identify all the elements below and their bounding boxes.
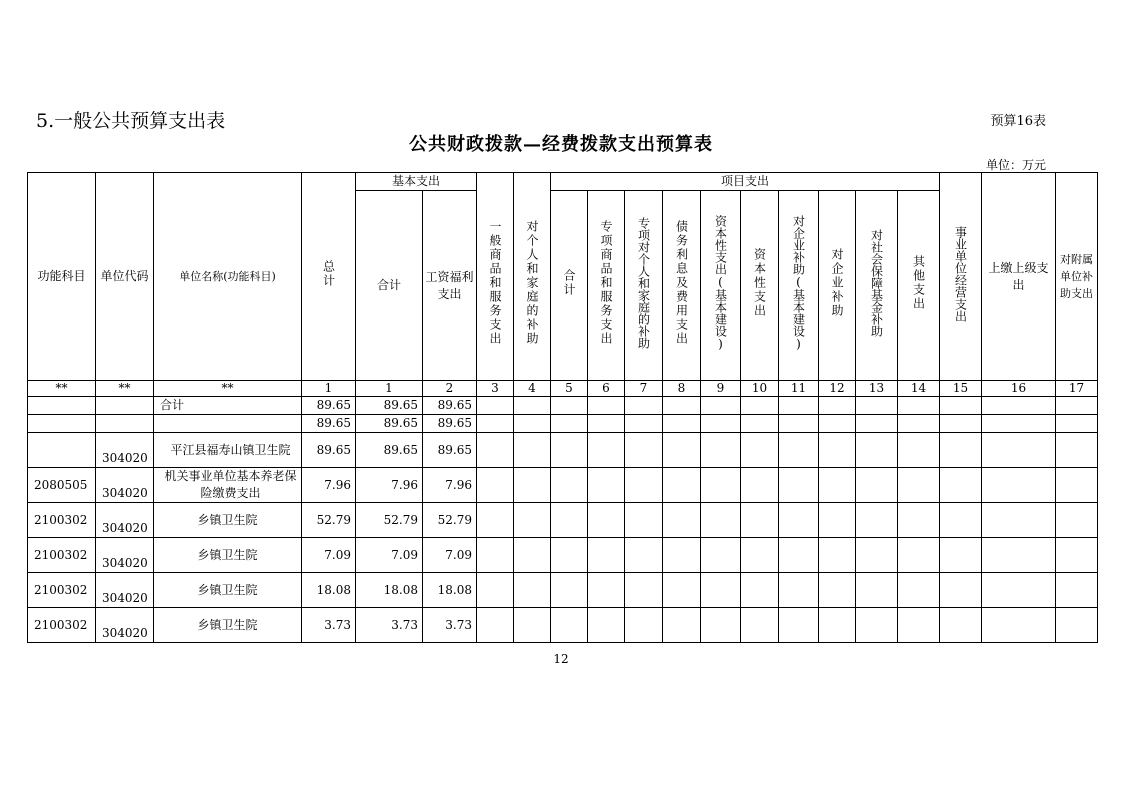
total-cell: 89.65 <box>302 433 356 468</box>
index-cell: 1 <box>302 381 356 397</box>
total-cell: 18.08 <box>302 573 356 608</box>
header-basic-group: 基本支出 <box>356 173 477 191</box>
code-cell: 304020 <box>96 433 154 468</box>
header-social-security: 对社会保障基金补助 <box>856 191 898 381</box>
basic-cell: 18.08 <box>356 573 423 608</box>
table-row <box>28 415 1098 433</box>
index-cell: 16 <box>982 381 1056 397</box>
header-goods-services: 一般商品和服务支出 <box>477 191 514 381</box>
code-cell <box>96 415 154 433</box>
name-cell: 乡镇卫生院 <box>154 608 302 643</box>
name-cell: 平江县福寿山镇卫生院 <box>154 433 302 468</box>
index-cell: ** <box>96 381 154 397</box>
header-func-subject: 功能科目 <box>28 173 96 381</box>
name-cell: 机关事业单位基本养老保险缴费支出 <box>154 468 302 503</box>
total-cell: 3.73 <box>302 608 356 643</box>
header-proj-personal: 专项对个人和家庭的补助 <box>625 191 663 381</box>
section-title: 5.一般公共预算支出表 <box>36 110 226 132</box>
total-cell: 7.96 <box>302 468 356 503</box>
salary-cell: 52.79 <box>423 503 477 538</box>
index-cell: 2 <box>423 381 477 397</box>
page-number: 12 <box>553 652 569 666</box>
header-enterprise: 对企业补助 <box>819 191 856 381</box>
header-salary: 工资福利支出 <box>423 191 477 381</box>
total-cell: 7.09 <box>302 538 356 573</box>
code-cell: 304020 <box>96 538 154 573</box>
index-cell: 5 <box>551 381 588 397</box>
func-cell: 2100302 <box>28 538 96 573</box>
header-enterprise-infra: 对企业补助(基本建设) <box>779 191 819 381</box>
index-cell: 17 <box>1056 381 1098 397</box>
total-cell: 52.79 <box>302 503 356 538</box>
salary-cell: 3.73 <box>423 608 477 643</box>
index-cell: 9 <box>701 381 741 397</box>
salary-cell: 89.65 <box>423 415 477 433</box>
table-row <box>28 397 1098 415</box>
index-cell: 3 <box>477 381 514 397</box>
header-capital: 资本性支出 <box>741 191 779 381</box>
index-cell: 12 <box>819 381 856 397</box>
table-row <box>28 503 1098 538</box>
index-cell: 14 <box>898 381 940 397</box>
func-cell <box>28 415 96 433</box>
total-cell: 89.65 <box>302 415 356 433</box>
header-basic-total: 合计 <box>356 191 423 381</box>
func-cell: 2080505 <box>28 468 96 503</box>
index-cell: 1 <box>356 381 423 397</box>
name-cell: 乡镇卫生院 <box>154 538 302 573</box>
main-title: 公共财政拨款—经费拨款支出预算表 <box>409 134 713 155</box>
index-cell: 6 <box>588 381 625 397</box>
basic-cell: 89.65 <box>356 397 423 415</box>
table-row <box>28 468 1098 503</box>
header-operating: 事业单位经营支出 <box>940 173 982 381</box>
unit-label: 单位：万元 <box>985 158 1046 172</box>
salary-cell: 7.96 <box>423 468 477 503</box>
header-unit-name: 单位名称(功能科目) <box>154 173 302 381</box>
index-row <box>28 381 1098 397</box>
header-proj-total: 合计 <box>551 191 588 381</box>
code-cell: 304020 <box>96 573 154 608</box>
header-subordinate: 对附属单位补助支出 <box>1056 173 1098 381</box>
index-cell: ** <box>28 381 96 397</box>
salary-cell: 89.65 <box>423 433 477 468</box>
code-cell: 304020 <box>96 503 154 538</box>
index-cell: 15 <box>940 381 982 397</box>
salary-cell: 7.09 <box>423 538 477 573</box>
func-cell <box>28 433 96 468</box>
header-project-group: 项目支出 <box>551 173 940 191</box>
salary-cell: 89.65 <box>423 397 477 415</box>
index-cell: 4 <box>514 381 551 397</box>
basic-cell: 7.96 <box>356 468 423 503</box>
func-cell: 2100302 <box>28 573 96 608</box>
code-cell: 304020 <box>96 608 154 643</box>
table-row <box>28 538 1098 573</box>
name-cell: 合计 <box>154 397 302 415</box>
basic-cell: 52.79 <box>356 503 423 538</box>
name-cell: 乡镇卫生院 <box>154 573 302 608</box>
header-unit-code: 单位代码 <box>96 173 154 381</box>
index-cell: ** <box>154 381 302 397</box>
header-personal-subsidy: 对个人和家庭的补助 <box>514 191 551 381</box>
table-row <box>28 608 1098 643</box>
basic-cell: 89.65 <box>356 433 423 468</box>
header-proj-goods: 专项商品和服务支出 <box>588 191 625 381</box>
header-capital-infra: 资本性支出(基本建设) <box>701 191 741 381</box>
basic-cell: 3.73 <box>356 608 423 643</box>
salary-cell: 18.08 <box>423 573 477 608</box>
func-cell: 2100302 <box>28 608 96 643</box>
code-cell: 304020 <box>96 468 154 503</box>
index-cell: 13 <box>856 381 898 397</box>
name-cell <box>154 415 302 433</box>
name-cell: 乡镇卫生院 <box>154 503 302 538</box>
budget-table <box>27 172 1098 643</box>
func-cell: 2100302 <box>28 503 96 538</box>
header-other: 其他支出 <box>898 191 940 381</box>
index-cell: 10 <box>741 381 779 397</box>
header-debt-interest: 债务利息及费用支出 <box>663 191 701 381</box>
table-row <box>28 433 1098 468</box>
code-cell <box>96 397 154 415</box>
total-cell: 89.65 <box>302 397 356 415</box>
index-cell: 8 <box>663 381 701 397</box>
basic-cell: 7.09 <box>356 538 423 573</box>
index-cell: 7 <box>625 381 663 397</box>
header-upper-level: 上缴上级支出 <box>982 173 1056 381</box>
table-row <box>28 573 1098 608</box>
basic-cell: 89.65 <box>356 415 423 433</box>
index-cell: 11 <box>779 381 819 397</box>
table-number: 预算16表 <box>990 114 1046 129</box>
func-cell <box>28 397 96 415</box>
header-total: 总计 <box>302 173 356 381</box>
